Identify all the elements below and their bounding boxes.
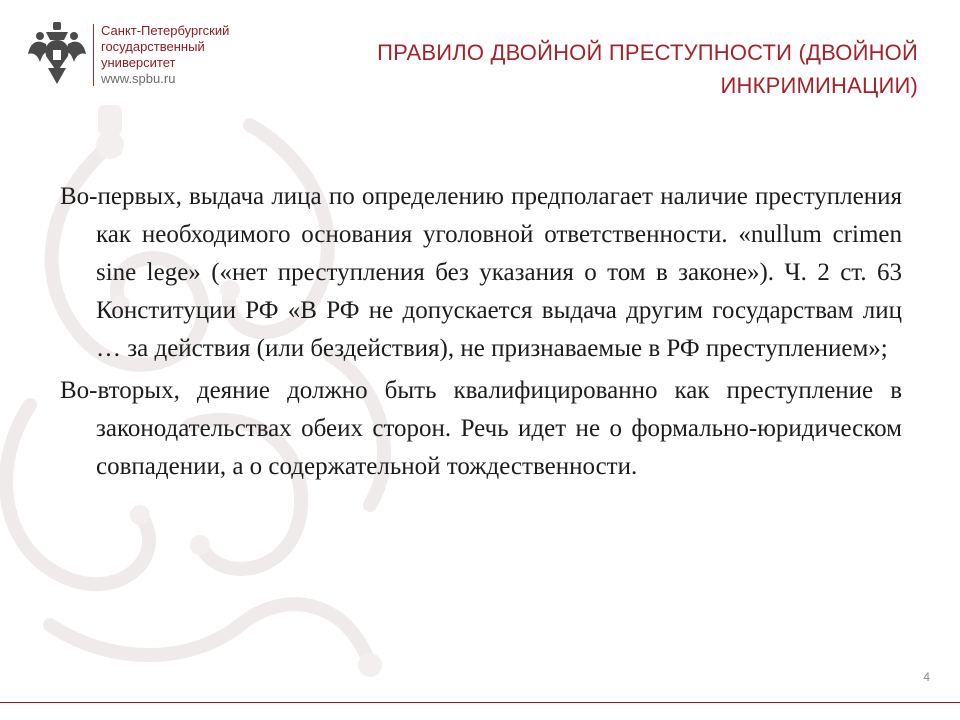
paragraph-first: Во-первых, выдача лица по определению предполагает наличие преступления как необходимого основания уголовной ответственности. «nullum crimen sine lege» («нет преступления без указания о том в законе»). Ч. 2 ст. 63 Конституции РФ «В РФ не допускается выдача другим государствам лиц … за действия (или бездействия), не признаваемые в РФ преступлением»;	[60, 183, 902, 362]
university-website: www.spbu.ru	[101, 71, 176, 86]
slide-body	[60, 178, 902, 490]
university-name-line-3: университет	[101, 55, 176, 70]
university-name-line-2: государственный	[101, 39, 205, 54]
slide-title-line-1: ПРАВИЛО ДВОЙНОЙ ПРЕСТУПНОСТИ (ДВОЙНОЙ	[377, 40, 918, 65]
university-name-line-1: Санкт-Петербургский	[101, 23, 230, 38]
paragraph-second: Во-вторых, деяние должно быть квалифицированно как преступление в законодательствах обеих сторон. Речь идет не о формально-юридическом совпадении, а о содержательной тождественности.	[60, 377, 902, 480]
footer-bar	[0, 703, 960, 720]
logo-divider	[93, 24, 94, 86]
university-logo-text	[101, 23, 229, 87]
eagle-emblem-icon	[28, 22, 86, 84]
slide-title	[318, 36, 918, 102]
slide-title-line-2: ИНКРИМИНАЦИИ)	[720, 73, 918, 98]
page-number: 4	[923, 670, 930, 684]
